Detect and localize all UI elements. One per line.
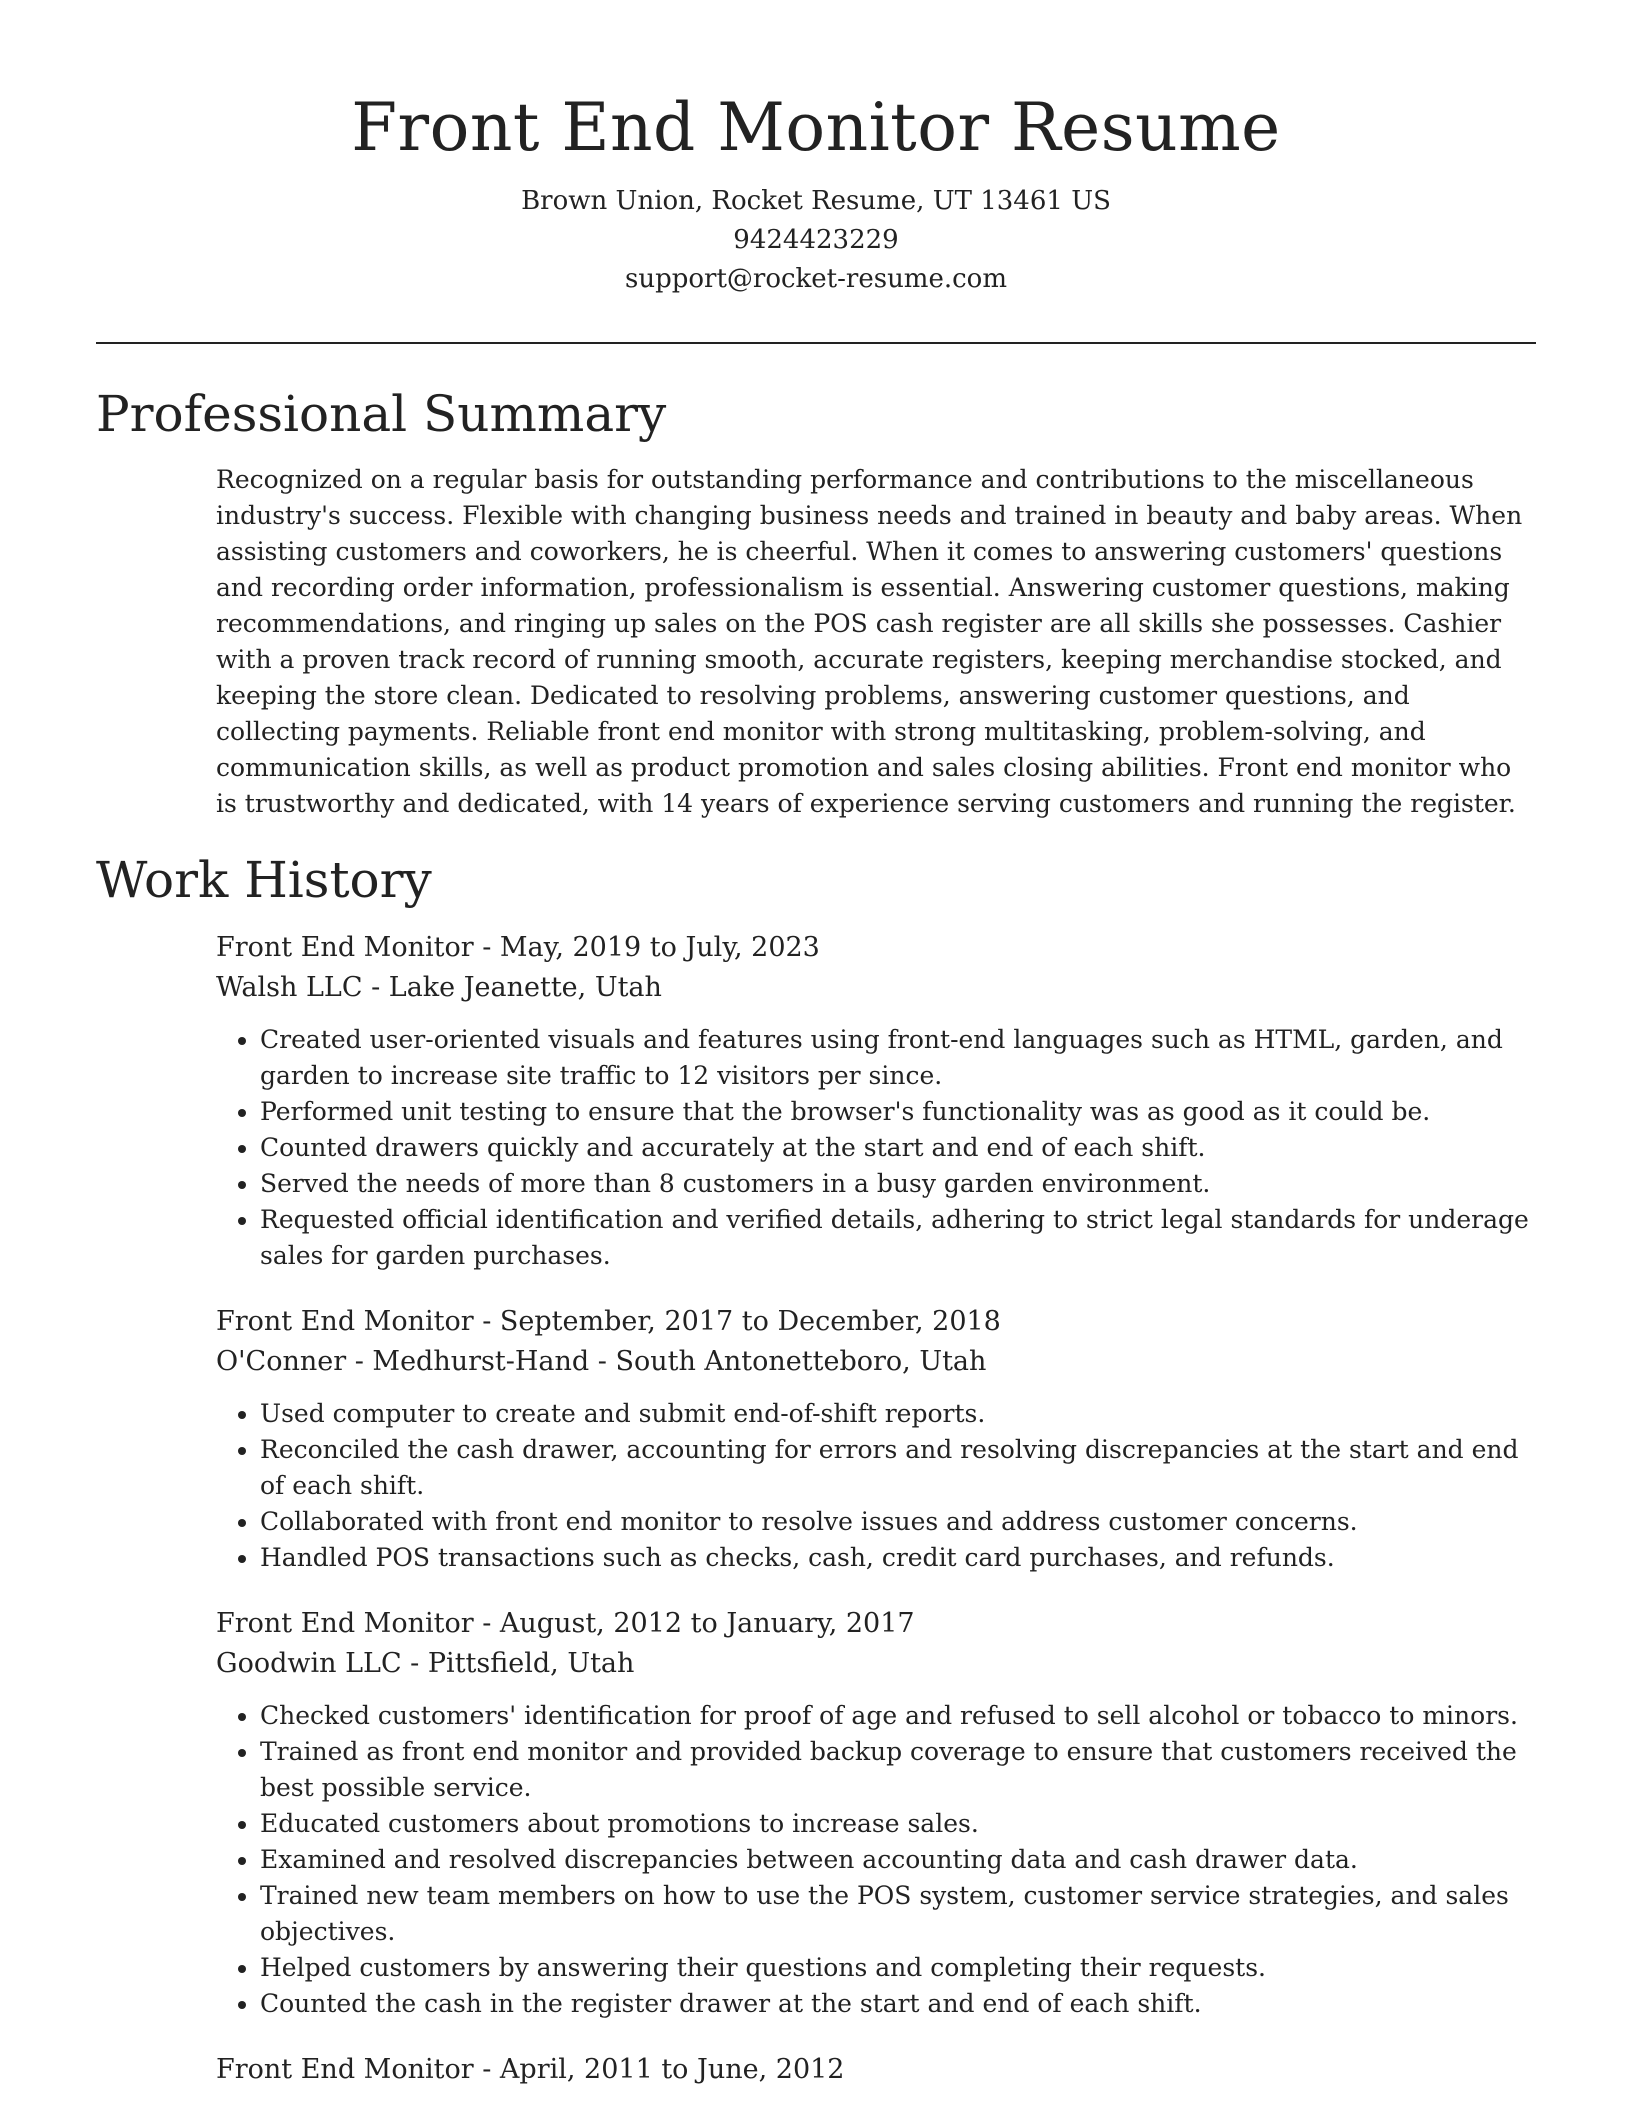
job-entry [216, 928, 1536, 1274]
job-company-location: O'Conner - Medhurst-Hand - South Antonetteboro, Utah [216, 1346, 987, 1377]
job-bullet: • Trained as front end monitor and provided backup coverage to ensure that customers received the best possible service. [260, 1734, 1536, 1806]
resume-title: Front End Monitor Resume [351, 89, 1281, 166]
job-bullet: • Performed unit testing to ensure that the browser's functionality was as good as it could be. [260, 1094, 1536, 1130]
job-entry [216, 1604, 1536, 2022]
job-bullet: • Examined and resolved discrepancies between accounting data and cash drawer data. [260, 1842, 1536, 1878]
job-bullet: • Counted the cash in the register drawer at the start and end of each shift. [260, 1986, 1536, 2022]
job-bullet: • Reconciled the cash drawer, accounting for errors and resolving discrepancies at the start and end of each shift. [260, 1432, 1536, 1504]
job-bullet: • Educated customers about promotions to increase sales. [260, 1806, 1536, 1842]
job-bullet: • Collaborated with front end monitor to resolve issues and address customer concerns. [260, 1504, 1536, 1540]
job-bullet: • Requested official identification and verified details, adhering to strict legal standards for underage sales for garden purchases. [260, 1202, 1536, 1274]
summary-paragraph: Recognized on a regular basis for outstanding performance and contributions to the miscellaneous industry's success. Flexible with changing business needs and trained in beauty and baby areas. When assisting customers and coworkers, he is cheerful. When it comes to answering customers' questions and recording order information, professionalism is essential. Answering customer questions, making recommendations, and ringing up sales on the POS cash register are all skills she possesses. Cashier with a proven track record of running smooth, accurate registers, keeping merchandise stocked, and keeping the store clean. Dedicated to resolving problems, answering customer questions, and collecting payments. Reliable front end monitor with strong multitasking, problem-solving, and communication skills, as well as product promotion and sales closing abilities. Front end monitor who is trustworthy and dedicated, with 14 years of experience serving customers and running the register. [216, 465, 1523, 818]
job-title-dates: Front End Monitor - May, 2019 to July, 2023 [216, 932, 820, 963]
job-bullet-list [216, 1396, 1536, 1576]
job-bullet: • Helped customers by answering their questions and completing their requests. [260, 1950, 1536, 1986]
job-bullet: • Used computer to create and submit end-of-shift reports. [260, 1396, 1536, 1432]
job-title-dates: Front End Monitor - August, 2012 to January, 2017 [216, 1608, 915, 1639]
job-bullet: • Served the needs of more than 8 customers in a busy garden environment. [260, 1166, 1536, 1202]
work-history-list [216, 928, 1536, 2112]
section-title-summary: Professional Summary [96, 385, 667, 443]
job-company-location: Walsh LLC - Lake Jeanette, Utah [216, 972, 662, 1003]
contact-phone: 9424423229 [733, 225, 899, 255]
job-entry [216, 1302, 1536, 1576]
job-entry [216, 2050, 1536, 2090]
contact-address: Brown Union, Rocket Resume, UT 13461 US [521, 186, 1111, 216]
job-bullet: • Checked customers' identification for proof of age and refused to sell alcohol or tobacco to minors. [260, 1698, 1536, 1734]
job-bullet-list [216, 1022, 1536, 1274]
resume-header [0, 82, 1632, 299]
job-title-dates: Front End Monitor - September, 2017 to December, 2018 [216, 1306, 1001, 1337]
job-bullet: • Trained new team members on how to use the POS system, customer service strategies, and sales objectives. [260, 1878, 1536, 1950]
section-title-work-history: Work History [96, 851, 432, 909]
job-title-dates: Front End Monitor - April, 2011 to June, 2012 [216, 2054, 845, 2085]
contact-email: support@rocket-resume.com [624, 264, 1007, 294]
header-divider [96, 342, 1536, 344]
job-bullet: • Handled POS transactions such as checks, cash, credit card purchases, and refunds. [260, 1540, 1536, 1576]
job-bullet-list [216, 1698, 1536, 2022]
job-company-location: Goodwin LLC - Pittsfield, Utah [216, 1648, 635, 1679]
job-bullet: • Counted drawers quickly and accurately at the start and end of each shift. [260, 1130, 1536, 1166]
job-bullet: • Created user-oriented visuals and features using front-end languages such as HTML, garden, and garden to increase site traffic to 12 visitors per since. [260, 1022, 1536, 1094]
